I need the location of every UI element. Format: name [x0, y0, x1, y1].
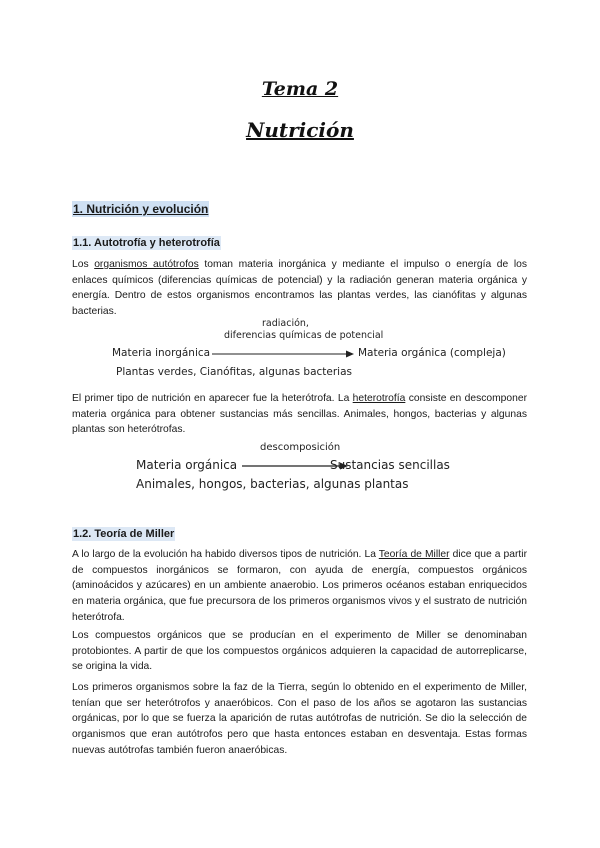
subsection-heading-autotrofia: 1.1. Autotrofía y heterotrofía — [73, 237, 220, 249]
paragraph-text: A lo largo de la evolución ha habido diversos tipos de nutrición. La — [72, 549, 379, 560]
paragraph-teoria-miller — [72, 547, 527, 626]
paragraph-primeros-organismos: Los primeros organismos sobre la faz de la Tierra, según lo obtenido en el experimento de Miller, tenían que ser heterótrofos y anaeróbicos. Con el paso de los años se agotaron las sustancias orgánicas, por lo que se fuerza la aparición de rutas autótrofas de nutrición. Se dio la selección de organismos que eran autótrofos pero que hasta entonces estaban en desventaja. Estas formas nuevas autótrofas también fueron anaeróbicas. — [72, 682, 527, 756]
term-teoria-de-miller: Teoría de Miller — [378, 549, 450, 560]
doc-title-tema: Tema 2 — [261, 78, 339, 100]
diagram-autotrofia — [110, 318, 530, 384]
doc-title-nutricion: Nutrición — [246, 118, 354, 142]
diagram-organisms-label: Animales, hongos, bacterias, algunas plantas — [136, 477, 409, 491]
diagram-heterotrofia — [134, 442, 534, 496]
diagram-output-label: Sustancias sencillas — [330, 458, 450, 472]
subsection-heading-miller: 1.2. Teoría de Miller — [73, 528, 175, 540]
term-organismos-autotrofos: organismos autótrofos — [94, 259, 199, 270]
diagram-organisms-label: Plantas verdes, Cianófitas, algunas bacterias — [116, 366, 353, 378]
paragraph-heterotrofia — [72, 391, 527, 438]
paragraph-text: dice que a partir de compuestos inorgánicos se formaron, con ayuda de energía, compuestos orgánicos (aminoácidos y azúcares) en un ambiente anaerobio. Los primeros océanos estaban enriquecidos en materia orgánica, que fue precursora de los primeros organismos vivos y el sustrato de nutrición heterótrofa. — [72, 549, 527, 623]
paragraph-text: Los — [72, 259, 95, 270]
diagram-label-diferencias: diferencias químicas de potencial — [224, 330, 384, 341]
diagram-input-label: Materia inorgánica — [112, 347, 211, 359]
right-arrow-icon — [212, 348, 354, 360]
diagram-label-radiacion: radiación, — [262, 318, 309, 329]
section-heading-nutricion-evolucion: 1. Nutrición y evolución — [73, 202, 209, 216]
paragraph-text: toman materia inorgánica y mediante el impulso o energía de los enlaces químicos (diferencias químicas de potencial) y la radiación generan materia orgánica y energía. Dentro de estos organismos encontramos las plantas verdes, las cianófitas y algunas bacterias. — [72, 259, 528, 318]
paragraph-autotrofos — [72, 257, 527, 320]
paragraph-text: consiste en descomponer materia orgánica para obtener sustancias más sencillas. Animales, hongos, bacterias y algunas plantas son heterótrofas. — [72, 393, 528, 436]
diagram-output-label: Materia orgánica (compleja) — [358, 347, 506, 359]
diagram-input-label: Materia orgánica — [136, 458, 238, 472]
paragraph-text: El primer tipo de nutrición en aparecer fue la heterótrofa. La — [72, 393, 353, 404]
diagram-label-descomposicion: descomposición — [260, 442, 341, 453]
paragraph-protobiontes: Los compuestos orgánicos que se producían en el experimento de Miller se denominaban protobiontes. A partir de que los compuestos orgánicos adquieren la capacidad de autorreplicarse, se origina la vida. — [72, 630, 527, 673]
term-heterotrofia: heterotrofía — [352, 393, 406, 404]
